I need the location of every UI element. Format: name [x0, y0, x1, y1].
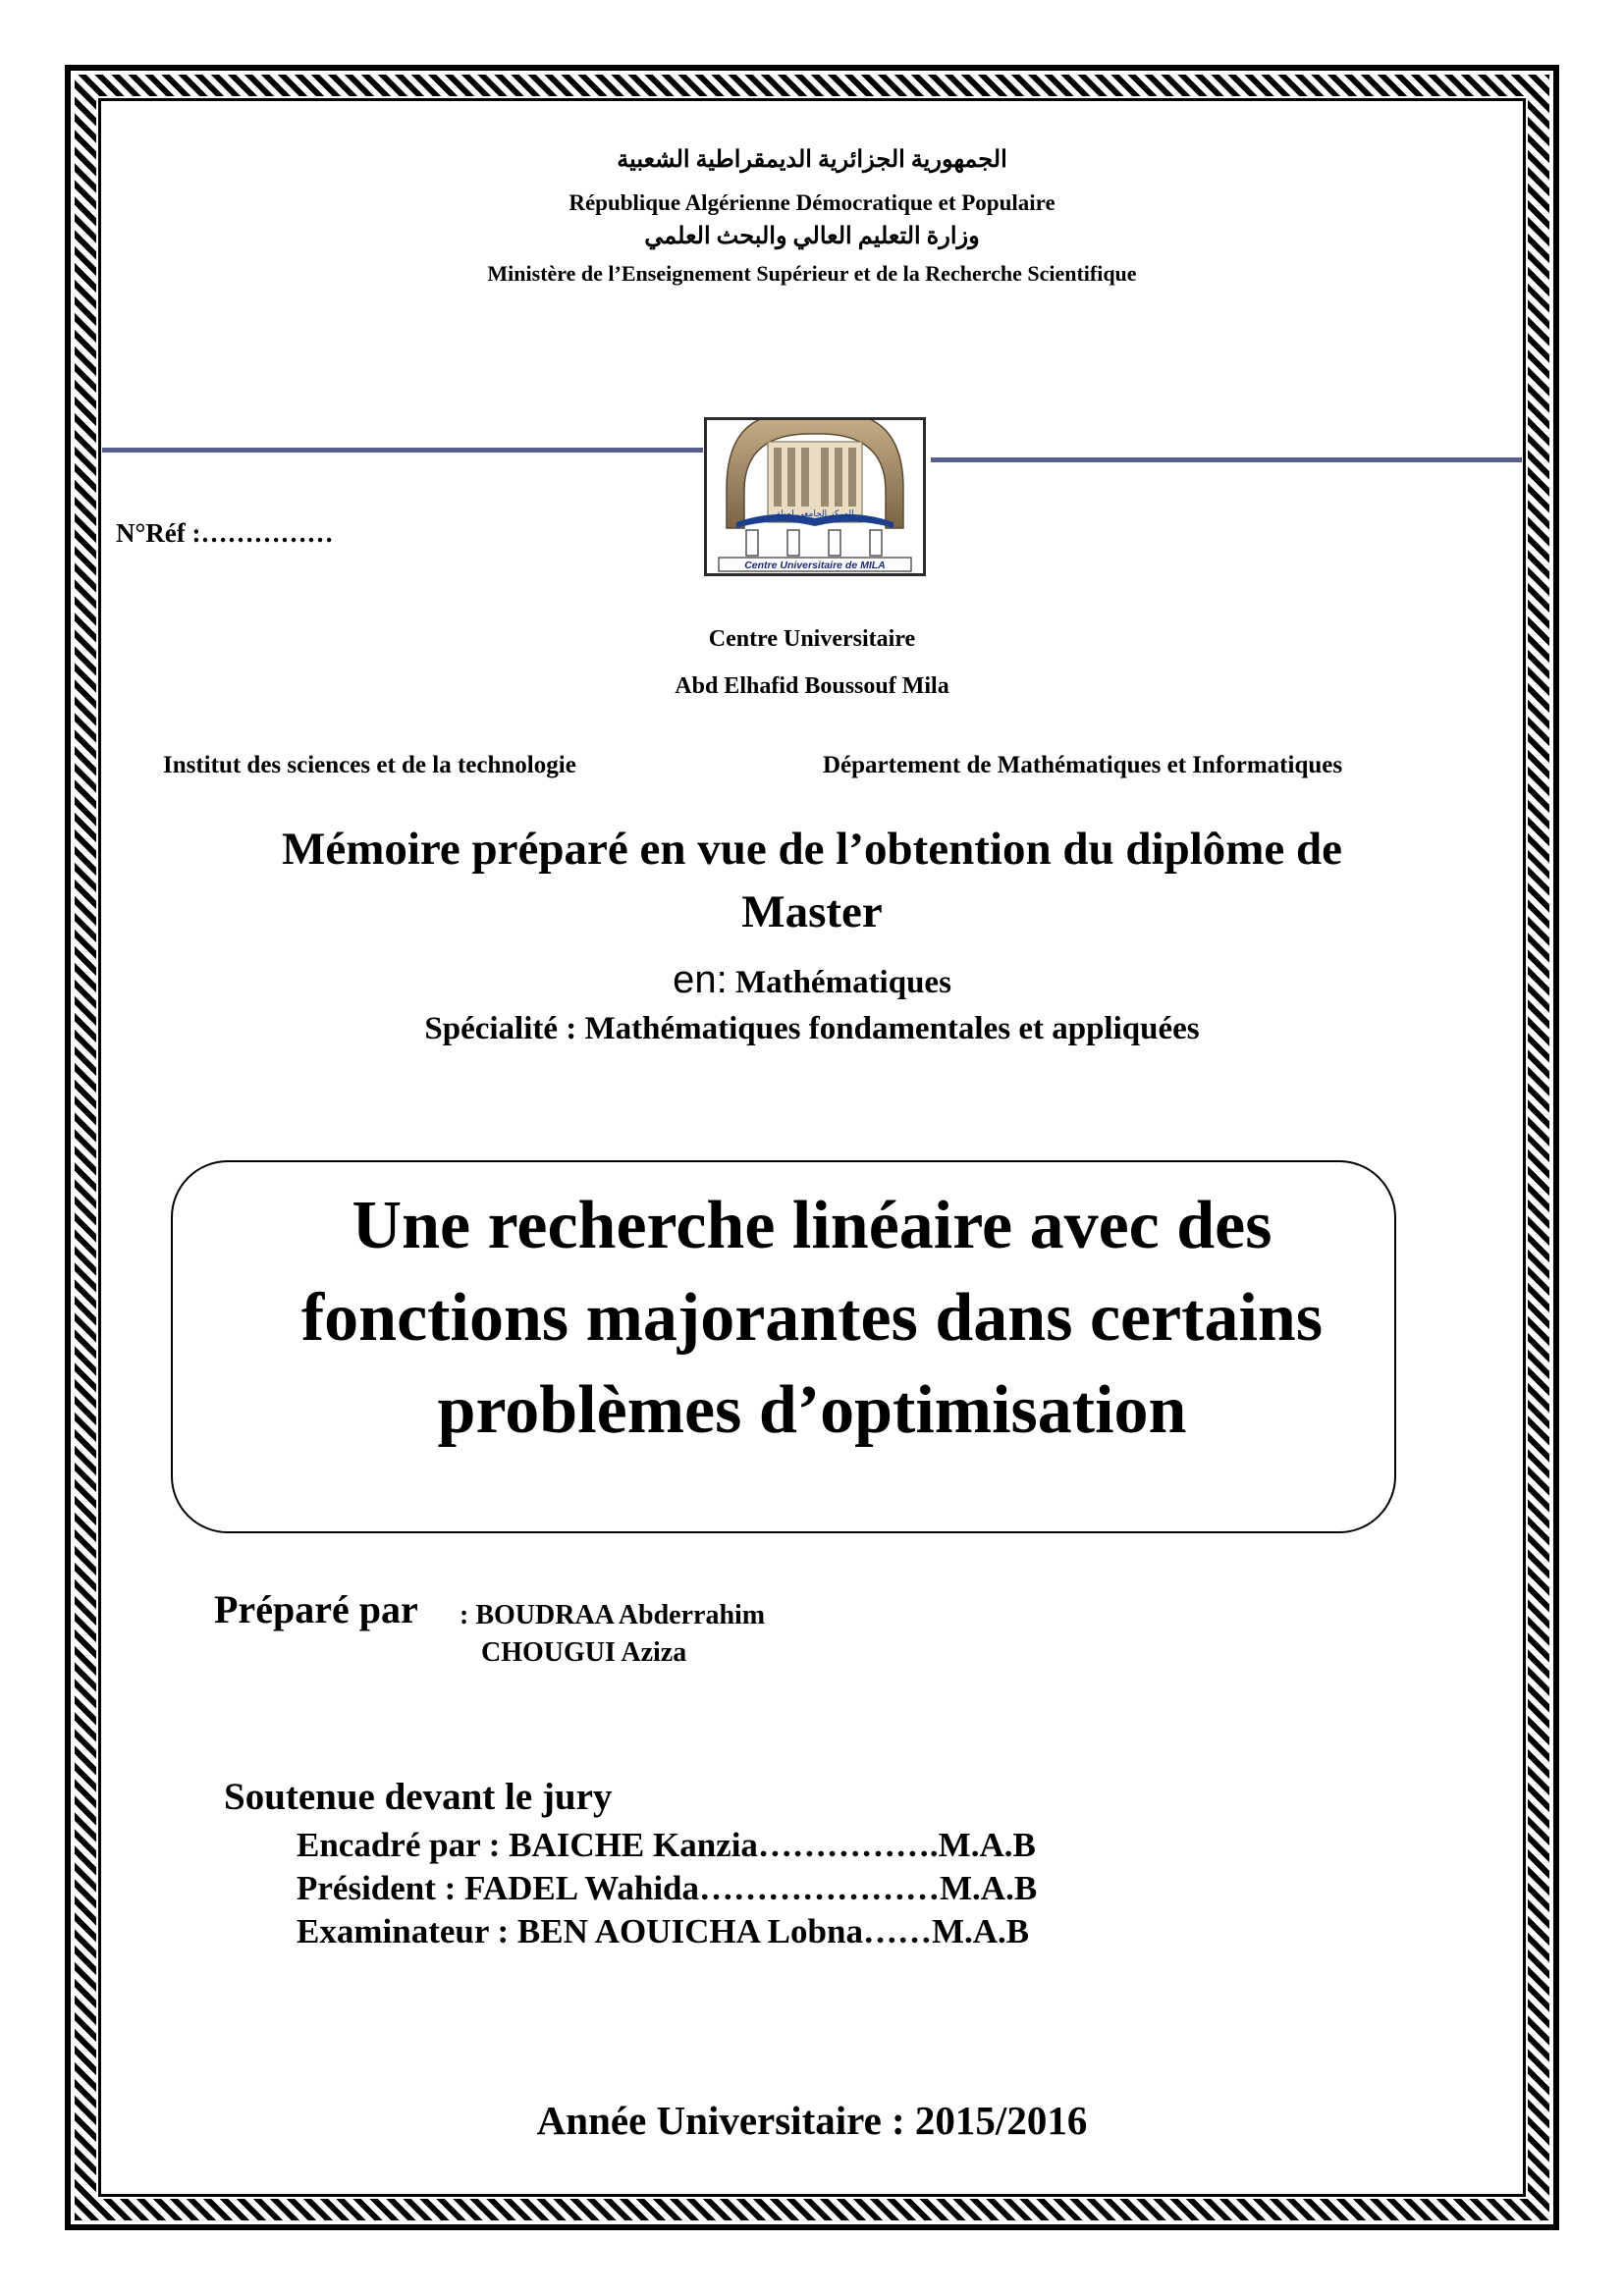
jury-member: Examinateur : BEN AOUICHA Lobna……M.A.B [297, 1912, 1030, 1950]
logo-arabic-caption: المركز الجامعي لميلة [776, 509, 854, 519]
jury-heading: Soutenue devant le jury [224, 1776, 613, 1818]
academic-year: Année Universitaire : 2015/2016 [536, 2098, 1088, 2143]
header-rule-left [102, 448, 703, 453]
institution-name-1: Centre Universitaire [708, 626, 916, 652]
reference-label: N°Réf : [116, 518, 201, 548]
field-line [0, 958, 1624, 1002]
thesis-title-line3: problèmes d’optimisation [437, 1372, 1187, 1448]
republic-line: République Algérienne Démocratique et Populaire [568, 190, 1056, 215]
department-name: Département de Mathématiques et Informatiques [823, 752, 1343, 778]
thesis-title-line1: Une recherche linéaire avec des [352, 1188, 1272, 1263]
field-name: Mathématiques [727, 965, 951, 1000]
author-1: : BOUDRAA Abderrahim [460, 1600, 766, 1630]
field-prefix: en: [673, 958, 728, 1001]
arabic-ministry-line: وزارة التعليم العالي والبحث العلمي [644, 224, 980, 249]
logo-illustration [707, 420, 923, 573]
institution-name-2: Abd Elhafid Boussouf Mila [675, 673, 949, 699]
logo-caption: Centre Universitaire de MILA [744, 560, 886, 571]
reference-dots: …………… [200, 518, 334, 548]
memoire-heading-line2: Master [741, 886, 883, 937]
jury-member: Encadré par : BAICHE Kanzia…………….M.A.B [297, 1826, 1036, 1864]
speciality-line: Spécialité : Mathématiques fondamentales et appliquées [424, 1011, 1200, 1046]
thesis-title-line2: fonctions majorantes dans certains [300, 1280, 1324, 1356]
arabic-republic-line: الجمهورية الجزائرية الديمقراطية الشعبية [617, 147, 1007, 173]
institute-name: Institut des sciences et de la technologie [163, 752, 576, 778]
ministry-line: Ministère de l’Enseignement Supérieur et de la Recherche Scientifique [487, 261, 1137, 286]
university-logo [704, 417, 926, 576]
memoire-heading-line1: Mémoire préparé en vue de l’obtention du diplôme de [281, 824, 1343, 875]
reference-number [116, 518, 334, 549]
header-rule-right [931, 457, 1522, 462]
authors-label: Préparé par [214, 1587, 418, 1631]
author-2: CHOUGUI Aziza [481, 1637, 687, 1668]
jury-member: Président : FADEL Wahida…………………M.A.B [297, 1869, 1038, 1907]
